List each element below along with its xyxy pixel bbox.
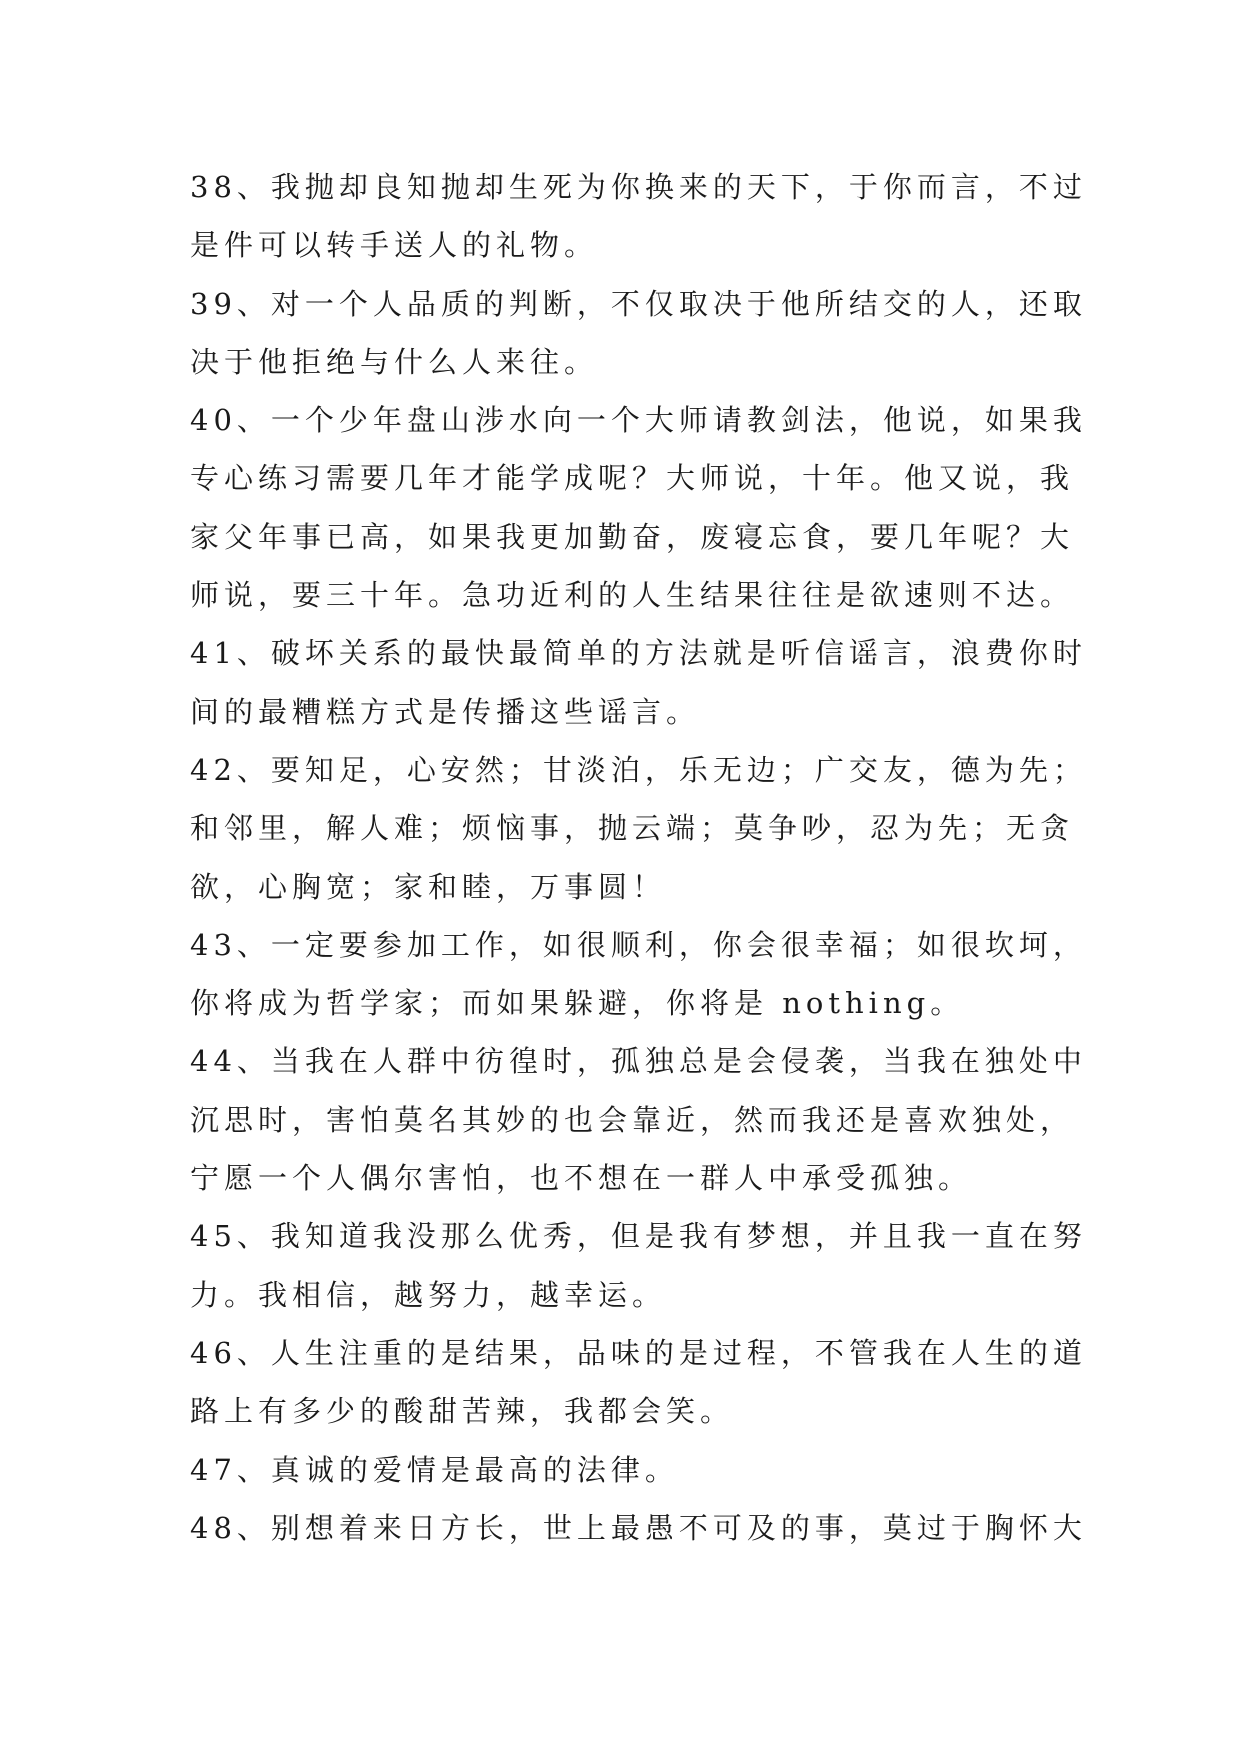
text-line: 42、要知足，心安然；甘淡泊，乐无边；广交友，德为先； bbox=[190, 752, 1087, 787]
text-line: 力。我相信，越努力，越幸运。 bbox=[190, 1277, 667, 1312]
text-line: 间的最糟糕方式是传播这些谣言。 bbox=[190, 694, 701, 729]
text-line: 沉思时，害怕莫名其妙的也会靠近，然而我还是喜欢独处， bbox=[190, 1102, 1075, 1137]
text-line: 48、别想着来日方长，世上最愚不可及的事，莫过于胸怀大 bbox=[190, 1510, 1087, 1545]
text-line: 决于他拒绝与什么人来往。 bbox=[190, 344, 599, 379]
text-line: 宁愿一个人偶尔害怕，也不想在一群人中承受孤独。 bbox=[190, 1161, 973, 1196]
document-body bbox=[190, 158, 1087, 1557]
text-line: 47、真诚的爱情是最高的法律。 bbox=[190, 1452, 679, 1487]
text-line: 家父年事已高，如果我更加勤奋，废寝忘食，要几年呢？大 bbox=[190, 519, 1075, 554]
text-line: 41、破坏关系的最快最简单的方法就是听信谣言，浪费你时 bbox=[190, 636, 1087, 671]
text-line: 师说，要三十年。急功近利的人生结果往往是欲速则不达。 bbox=[190, 578, 1075, 613]
text-line: 46、人生注重的是结果，品味的是过程，不管我在人生的道 bbox=[190, 1335, 1087, 1370]
text-line: 44、当我在人群中彷徨时，孤独总是会侵袭，当我在独处中 bbox=[190, 1044, 1087, 1079]
text-line: 专心练习需要几年才能学成呢？大师说，十年。他又说，我 bbox=[190, 461, 1075, 496]
text-line: 39、对一个人品质的判断，不仅取决于他所结交的人，还取 bbox=[190, 286, 1087, 321]
text-line: 和邻里，解人难；烦恼事，抛云端；莫争吵，忍为先；无贪 bbox=[190, 811, 1075, 846]
text-line: 45、我知道我没那么优秀，但是我有梦想，并且我一直在努 bbox=[190, 1219, 1087, 1254]
text-line: 40、一个少年盘山涉水向一个大师请教剑法，他说，如果我 bbox=[190, 403, 1087, 438]
text-line: 路上有多少的酸甜苦辣，我都会笑。 bbox=[190, 1394, 735, 1429]
text-line: 38、我抛却良知抛却生死为你换来的天下，于你而言，不过 bbox=[190, 170, 1087, 204]
text-line: 欲，心胸宽；家和睦，万事圆！ bbox=[190, 869, 667, 904]
text-line: 你将成为哲学家；而如果躲避，你将是 nothing。 bbox=[190, 986, 965, 1021]
text-line: 是件可以转手送人的礼物。 bbox=[190, 228, 599, 263]
text-line: 43、一定要参加工作，如很顺利，你会很幸福；如很坎坷， bbox=[190, 927, 1087, 962]
